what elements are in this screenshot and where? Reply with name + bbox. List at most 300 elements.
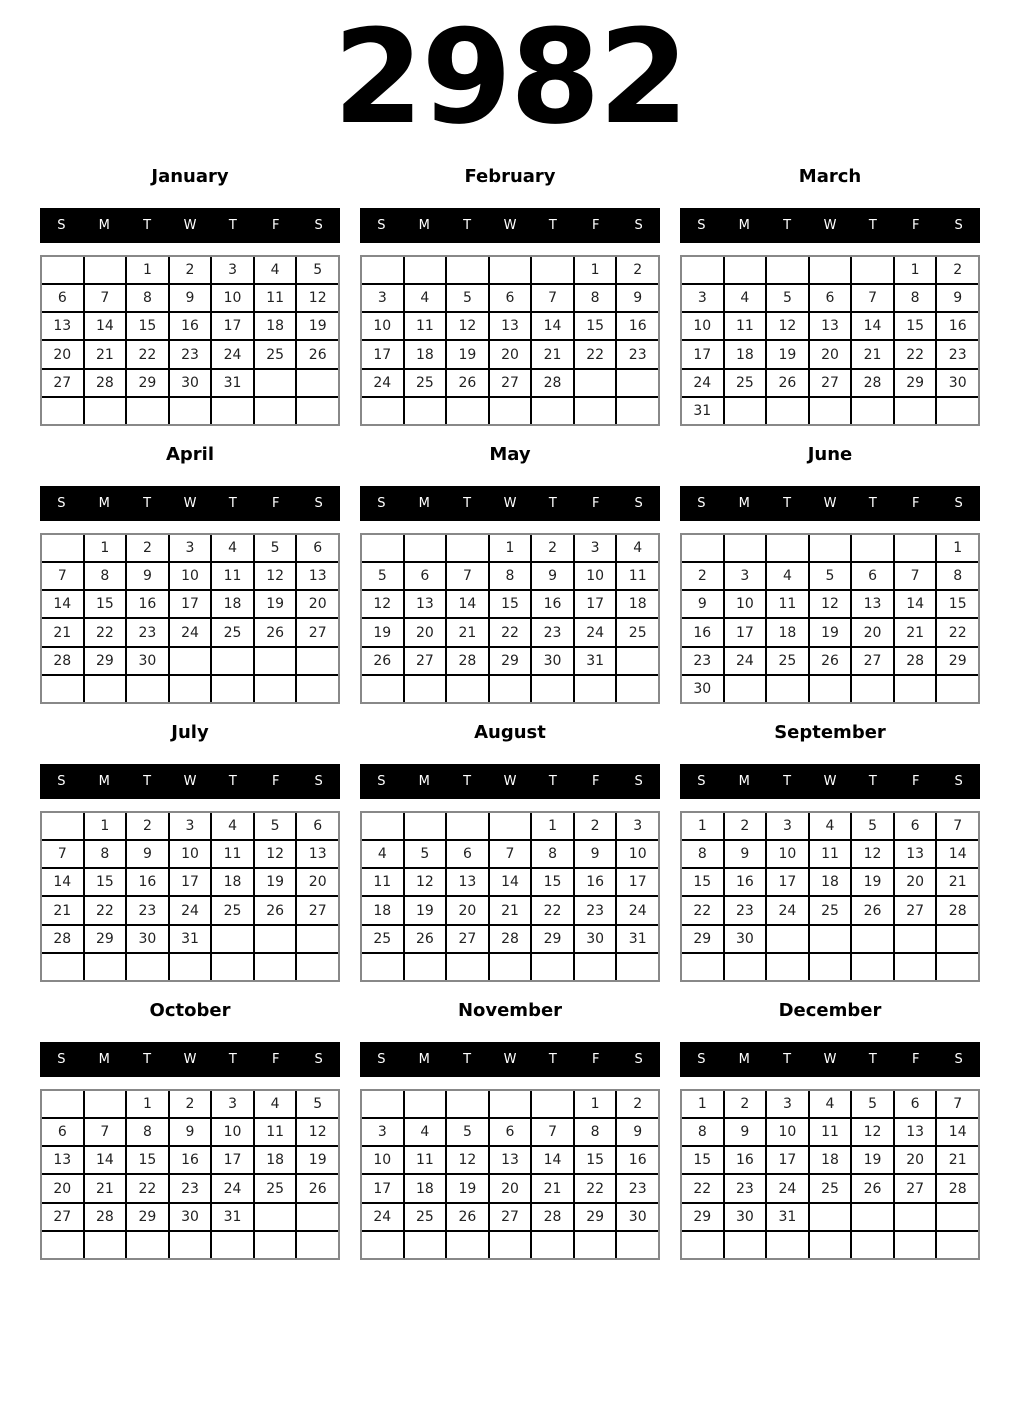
date-cell: 4 [255,1091,296,1117]
date-cell [127,1232,168,1258]
weekday-header-row [360,486,660,521]
date-cell: 4 [405,285,446,311]
date-cell [767,954,808,980]
date-cell: 30 [170,1204,211,1230]
weekday-label: M [738,496,750,511]
year-title: 2982 [333,1,687,153]
date-cell [362,398,403,424]
date-cell: 2 [725,1091,766,1117]
date-cell [575,676,616,702]
date-cell: 12 [852,841,893,867]
date-cell: 10 [617,841,658,867]
date-cell: 16 [170,1147,211,1173]
date-cell: 19 [810,619,851,645]
date-cell: 24 [682,370,723,396]
weekday-header-row [40,486,340,521]
date-cell: 27 [297,619,338,645]
weekday-label: M [98,774,110,789]
date-cell: 23 [725,1175,766,1201]
weekday-label: S [57,218,66,233]
date-cell: 15 [85,591,126,617]
weekday-label: T [228,496,237,511]
weekday-label: F [591,496,600,511]
date-cell: 28 [447,648,488,674]
date-cell [255,370,296,396]
date-cell: 29 [85,926,126,952]
date-cell [682,1232,723,1258]
date-cell: 17 [767,869,808,895]
date-cell [297,1232,338,1258]
date-cell: 30 [725,1204,766,1230]
date-cell [852,926,893,952]
date-grid [40,1089,340,1260]
date-cell: 3 [767,1091,808,1117]
date-cell [937,1232,978,1258]
date-cell: 29 [575,1204,616,1230]
date-cell [297,370,338,396]
weekday-label: S [57,1052,66,1067]
date-cell: 9 [617,285,658,311]
weekday-header-row [360,208,660,243]
date-cell [810,535,851,561]
weekday-label: T [228,1052,237,1067]
date-cell: 3 [362,285,403,311]
date-cell [725,954,766,980]
date-grid [360,1089,660,1260]
date-cell: 12 [447,313,488,339]
date-cell: 14 [937,1119,978,1145]
date-cell: 11 [617,563,658,589]
date-cell [852,398,893,424]
date-cell [490,257,531,283]
date-cell: 6 [895,813,936,839]
date-cell [767,398,808,424]
date-cell: 14 [895,591,936,617]
date-cell: 6 [490,285,531,311]
date-cell: 4 [810,813,851,839]
date-cell [362,813,403,839]
weekday-label: S [377,218,386,233]
date-cell: 4 [617,535,658,561]
weekday-label: F [271,774,280,789]
date-cell: 4 [255,257,296,283]
weekday-label: T [463,218,472,233]
weekday-label: F [911,496,920,511]
date-cell: 22 [127,1175,168,1201]
date-cell [682,535,723,561]
date-cell: 24 [725,648,766,674]
date-cell: 7 [937,1091,978,1117]
weekday-label: F [911,1052,920,1067]
date-cell: 5 [297,257,338,283]
date-cell [617,954,658,980]
date-cell: 29 [682,926,723,952]
date-cell [852,535,893,561]
date-cell: 20 [297,591,338,617]
date-cell [937,954,978,980]
date-cell: 1 [682,1091,723,1117]
date-cell: 9 [170,285,211,311]
date-cell: 14 [532,1147,573,1173]
date-cell: 21 [937,1147,978,1173]
date-cell [85,676,126,702]
date-cell [255,926,296,952]
date-cell: 2 [937,257,978,283]
weekday-label: F [591,774,600,789]
date-grid [680,533,980,704]
date-cell [937,676,978,702]
date-cell: 17 [170,591,211,617]
weekday-label: W [183,496,197,511]
month-title: October [149,1000,231,1021]
date-cell: 25 [725,370,766,396]
date-cell: 12 [255,563,296,589]
date-cell: 20 [810,341,851,367]
month-section-august [360,722,660,982]
date-cell: 17 [767,1147,808,1173]
date-cell [297,926,338,952]
date-cell: 3 [212,1091,253,1117]
date-cell [42,676,83,702]
date-cell [297,648,338,674]
date-cell: 27 [490,1204,531,1230]
weekday-label: W [823,774,837,789]
date-cell: 8 [127,1119,168,1145]
date-cell: 14 [85,1147,126,1173]
date-cell: 22 [532,897,573,923]
date-cell: 15 [895,313,936,339]
date-cell: 9 [170,1119,211,1145]
date-cell [85,257,126,283]
date-cell: 19 [297,1147,338,1173]
weekday-label: M [738,774,750,789]
date-cell: 24 [767,1175,808,1201]
weekday-label: T [783,218,792,233]
month-title: December [778,1000,882,1021]
weekday-label: W [183,1052,197,1067]
date-cell [362,954,403,980]
weekday-label: T [143,496,152,511]
date-cell: 28 [532,370,573,396]
date-cell: 14 [490,869,531,895]
date-cell [212,648,253,674]
date-cell [810,676,851,702]
date-cell: 29 [127,370,168,396]
date-cell: 12 [767,313,808,339]
date-cell [212,676,253,702]
date-cell: 10 [362,313,403,339]
date-cell: 6 [297,813,338,839]
date-cell: 1 [85,813,126,839]
date-cell [895,926,936,952]
date-cell [42,398,83,424]
date-cell: 22 [85,619,126,645]
month-section-june [680,444,980,704]
weekday-header-row [360,1042,660,1077]
date-cell: 9 [127,563,168,589]
date-cell: 19 [297,313,338,339]
date-cell: 17 [362,341,403,367]
date-cell [895,398,936,424]
date-cell: 15 [937,591,978,617]
date-cell: 13 [297,841,338,867]
date-cell: 11 [212,841,253,867]
weekday-label: T [228,774,237,789]
weekday-label: W [823,496,837,511]
date-cell: 2 [617,257,658,283]
date-cell: 2 [532,535,573,561]
date-cell: 5 [447,1119,488,1145]
date-cell [362,257,403,283]
date-cell [767,257,808,283]
weekday-label: F [591,1052,600,1067]
date-cell: 7 [447,563,488,589]
date-cell: 9 [682,591,723,617]
date-cell [810,1232,851,1258]
date-cell [297,954,338,980]
date-cell: 28 [532,1204,573,1230]
month-title: April [165,444,215,465]
date-cell [405,1091,446,1117]
date-cell [447,535,488,561]
date-cell: 11 [255,285,296,311]
date-cell [405,813,446,839]
date-cell: 1 [532,813,573,839]
date-cell: 26 [447,370,488,396]
weekday-label: M [98,1052,110,1067]
date-cell [810,398,851,424]
date-cell: 21 [85,1175,126,1201]
date-cell [895,1232,936,1258]
month-section-january [40,166,340,426]
date-cell: 7 [937,813,978,839]
date-cell: 2 [170,1091,211,1117]
date-cell [767,926,808,952]
weekday-label: S [954,774,963,789]
date-cell: 26 [255,619,296,645]
month-title: May [489,444,531,465]
date-grid [680,811,980,982]
date-cell: 18 [810,869,851,895]
date-cell: 17 [212,313,253,339]
date-cell [405,257,446,283]
date-cell: 5 [852,1091,893,1117]
date-cell [85,398,126,424]
date-cell: 20 [490,1175,531,1201]
date-cell: 31 [767,1204,808,1230]
date-cell: 13 [895,841,936,867]
date-cell: 6 [490,1119,531,1145]
date-cell: 27 [852,648,893,674]
date-cell: 8 [682,841,723,867]
date-cell: 25 [362,926,403,952]
date-grid [40,811,340,982]
date-cell: 20 [852,619,893,645]
date-cell: 26 [297,341,338,367]
date-cell: 16 [532,591,573,617]
date-grid [360,811,660,982]
date-cell: 22 [937,619,978,645]
date-cell [725,398,766,424]
date-cell: 3 [725,563,766,589]
date-cell: 19 [255,591,296,617]
date-cell: 18 [255,313,296,339]
date-cell: 10 [362,1147,403,1173]
date-cell [362,676,403,702]
date-cell: 8 [575,1119,616,1145]
date-cell: 18 [212,591,253,617]
date-cell: 11 [810,1119,851,1145]
date-cell [212,398,253,424]
date-cell: 24 [170,619,211,645]
date-cell: 1 [85,535,126,561]
weekday-label: S [377,1052,386,1067]
weekday-label: M [418,218,430,233]
date-cell: 23 [617,1175,658,1201]
date-cell: 16 [682,619,723,645]
date-cell: 31 [617,926,658,952]
date-cell [405,398,446,424]
date-cell: 12 [810,591,851,617]
date-cell: 10 [682,313,723,339]
date-cell: 5 [255,535,296,561]
date-cell: 13 [405,591,446,617]
weekday-label: T [143,218,152,233]
date-cell: 19 [255,869,296,895]
weekday-label: S [697,218,706,233]
weekday-label: T [548,774,557,789]
date-cell: 5 [362,563,403,589]
date-cell: 11 [810,841,851,867]
date-cell [937,398,978,424]
date-cell: 27 [42,370,83,396]
date-cell: 8 [532,841,573,867]
date-cell: 22 [895,341,936,367]
date-cell: 16 [575,869,616,895]
date-cell: 10 [767,841,808,867]
date-cell: 14 [85,313,126,339]
date-cell: 4 [212,813,253,839]
date-cell: 5 [255,813,296,839]
date-cell: 19 [852,869,893,895]
date-cell: 25 [212,619,253,645]
date-cell [85,1232,126,1258]
date-cell: 7 [532,285,573,311]
date-cell [852,1232,893,1258]
date-cell: 22 [575,1175,616,1201]
date-cell [937,1204,978,1230]
weekday-label: T [143,774,152,789]
date-cell: 31 [170,926,211,952]
date-cell [725,257,766,283]
date-cell: 2 [127,535,168,561]
date-cell: 19 [767,341,808,367]
weekday-label: F [271,1052,280,1067]
month-title: July [171,722,209,743]
date-cell: 25 [405,370,446,396]
date-cell: 5 [810,563,851,589]
weekday-label: T [783,1052,792,1067]
weekday-label: M [738,218,750,233]
date-cell: 15 [682,1147,723,1173]
date-cell: 4 [362,841,403,867]
weekday-label: W [823,218,837,233]
date-cell: 18 [617,591,658,617]
weekday-header-row [680,1042,980,1077]
date-cell: 20 [297,869,338,895]
weekday-label: T [868,496,877,511]
date-cell [85,1091,126,1117]
date-cell [297,1204,338,1230]
weekday-header-row [40,208,340,243]
date-cell: 24 [362,1204,403,1230]
date-cell [767,676,808,702]
date-cell: 25 [767,648,808,674]
date-cell: 25 [405,1204,446,1230]
date-cell [895,535,936,561]
date-cell [490,954,531,980]
date-cell: 24 [362,370,403,396]
date-cell: 8 [937,563,978,589]
date-cell: 7 [85,1119,126,1145]
date-cell: 9 [725,1119,766,1145]
month-title: February [464,166,556,187]
date-cell: 12 [405,869,446,895]
date-cell: 26 [362,648,403,674]
date-cell: 14 [532,313,573,339]
date-cell: 19 [852,1147,893,1173]
date-cell [617,676,658,702]
date-cell: 6 [447,841,488,867]
date-cell: 30 [725,926,766,952]
date-cell: 15 [532,869,573,895]
date-cell: 23 [127,619,168,645]
date-cell: 29 [490,648,531,674]
date-cell: 1 [575,257,616,283]
weekday-label: S [697,774,706,789]
date-cell [362,1091,403,1117]
date-cell: 15 [85,869,126,895]
date-cell: 14 [852,313,893,339]
month-title: November [457,1000,563,1021]
date-cell: 8 [490,563,531,589]
weekday-header-row [680,486,980,521]
month-section-april [40,444,340,704]
date-cell: 30 [575,926,616,952]
date-cell: 23 [575,897,616,923]
date-cell: 18 [212,869,253,895]
date-cell: 10 [725,591,766,617]
date-cell: 30 [127,648,168,674]
date-cell: 2 [617,1091,658,1117]
date-cell: 20 [895,1147,936,1173]
weekday-label: T [783,774,792,789]
date-cell [297,398,338,424]
months-grid [40,166,980,1260]
date-cell: 31 [682,398,723,424]
date-cell: 30 [532,648,573,674]
weekday-label: T [463,774,472,789]
date-grid [40,533,340,704]
weekday-label: S [57,774,66,789]
date-cell: 6 [42,1119,83,1145]
date-cell: 3 [170,535,211,561]
date-cell [127,676,168,702]
date-cell [447,954,488,980]
weekday-label: T [868,774,877,789]
date-cell: 17 [575,591,616,617]
weekday-label: T [548,218,557,233]
